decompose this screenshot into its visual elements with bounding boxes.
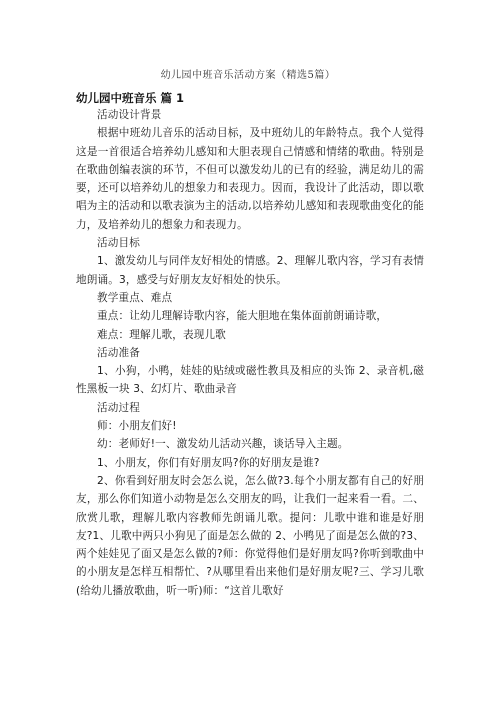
- section-heading: 幼儿园中班音乐 篇 1: [76, 91, 185, 105]
- paragraph-preparation-label: 活动准备: [97, 346, 140, 359]
- paragraph-question-1: 1、小朋友，你们有好朋友吗?你的好朋友是谁?: [97, 456, 320, 469]
- paragraph-background: 根据中班幼儿音乐的活动目标，及中班幼儿的年龄特点。我个人觉得这是一首很适合培养幼儿感知和大胆表现自己情感和情绪的歌曲。特别是在歌曲创编表演的环节，不但可以激发幼儿的已有的经验，满足幼儿的需要，还可以培养幼儿的想象力和表现力。因而，我设计了此活动，即以歌唱为主的活动和以歌表演为主的活动,以培养幼儿感知和表现歌曲变化的能力，及培养幼儿的想象力和表现力。: [76, 127, 424, 231]
- document-title: 幼儿园中班音乐活动方案（精选5篇）: [160, 70, 336, 81]
- paragraph-children-greeting: 幼：老师好!一、激发幼儿活动兴趣，谈话导入主题。: [97, 438, 349, 451]
- paragraph-process-label: 活动过程: [97, 401, 140, 414]
- paragraph-goals-label: 活动目标: [97, 237, 140, 250]
- paragraph-key-point: 重点：让幼儿理解诗歌内容，能大胆地在集体面前朗诵诗歌，: [97, 310, 388, 323]
- paragraph-goals: 1、激发幼儿与同伴友好相处的情感。2、理解儿歌内容，学习有表情地朗诵。3，感受与好朋友友好相处的快乐。: [76, 255, 424, 286]
- paragraph-preparation: 1、小狗，小鸭，娃娃的贴绒或磁性教具及相应的头饰 2、录音机,磁性黑板一块 3、幻灯片、歌曲录音: [76, 365, 424, 396]
- document-body: [76, 106, 424, 600]
- paragraph-background-label: 活动设计背景: [97, 109, 162, 121]
- paragraph-teacher-greeting: 师：小朋友们好!: [97, 420, 177, 433]
- paragraph-question-2: 2、你看到好朋友时会怎么说，怎么做?3.每个小朋友都有自己的好朋友，那么你们知道小动物是怎么交朋友的吗，让我们一起来看一看。二、欣赏儿歌，理解儿歌内容教师先朗诵儿歌。提问：儿歌中谁和谁是好朋友?1、儿歌中两只小狗见了面是怎么做的 2、小鸭见了面是怎么做的?3、两个娃娃见了面又是怎么做的?师：你觉得他们是好朋友吗?你听到歌曲中的小朋友是怎样互相帮忙、?从哪里看出来他们是好朋友呢?三、学习儿歌(给幼儿播放歌曲，听一听)师：“这首儿歌好: [76, 474, 424, 597]
- paragraph-difficulty: 难点：理解儿歌，表现儿歌: [97, 328, 226, 341]
- paragraph-key-points-label: 教学重点、难点: [97, 291, 173, 304]
